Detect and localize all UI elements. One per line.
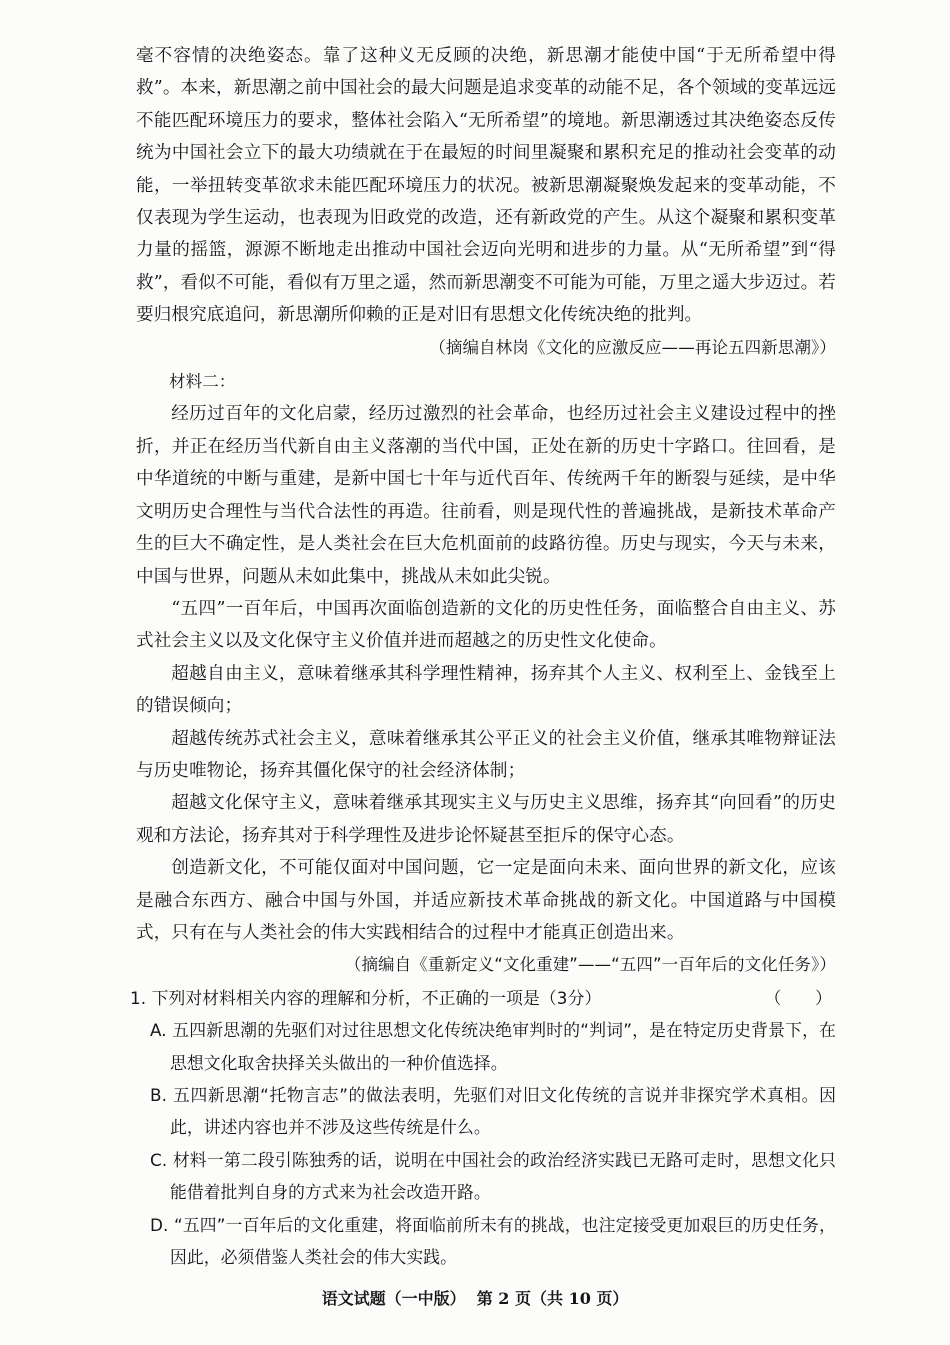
material2-paragraph-4: 超越传统苏式社会主义，意味着继承其公平正义的社会主义价值，继承其唯物辩证法与历史唯物论，扬弃其僵化保守的社会经济体制； xyxy=(136,728,836,781)
question-1-stem xyxy=(130,982,836,1014)
question-1-text: 1. 下列对材料相关内容的理解和分析，不正确的一项是（3分） xyxy=(130,987,602,1008)
option-d: D. “五四”一百年后的文化重建，将面临前所未有的挑战，也注定接受更加艰巨的历史任务，因此，必须借鉴人类社会的伟大实践。 xyxy=(150,1214,836,1268)
material1-source: （摘编自林岗《文化的应激反应——再论五四新思潮》） xyxy=(429,337,836,357)
material2-paragraph-1: 经历过百年的文化启蒙，经历过激烈的社会革命，也经历过社会主义建设过程中的挫折，并正在经历当代新自由主义落潮的当代中国，正处在新的历史十字路口。往回看，是中华道统的中断与重建，是新中国七十年与近代百年、传统两千年的断裂与延续，是中华文明历史合理性与当代合法性的再造。往前看，则是现代性的普遍挑战，是新技术革命产生的巨大不确定性，是人类社会在巨大危机面前的歧路彷徨。历史与现实，今天与未来，中国与世界，问题从未如此集中，挑战从未如此尖锐。 xyxy=(136,404,836,587)
material2-paragraph-2: “五四”一百年后，中国再次面临创造新的文化的历史性任务，面临整合自由主义、苏式社会主义以及文化保守主义价值并进而超越之的历史性文化使命。 xyxy=(136,598,836,652)
footer-page-number: 第 2 页（共 10 页） xyxy=(476,1289,629,1308)
answer-bracket: （ ） xyxy=(764,987,832,1008)
material2-source: （摘编自《重新定义“文化重建”——“五四”一百年后的文化任务》） xyxy=(344,955,836,975)
material2-label: 材料二： xyxy=(169,372,236,392)
material1-paragraph: 毫不容情的决绝姿态。靠了这种义无反顾的决绝，新思潮才能使中国“于无所希望中得救”。本来，新思潮之前中国社会的最大问题是追求变革的动能不足，各个领域的变革远远不能匹配环境压力的要求，整体社会陷入“无所希望”的境地。新思潮透过其决绝姿态反传统为中国社会立下的最大功绩就在于在最短的时间里凝聚和累积充足的推动社会变革的动能，一举扭转变革欲求未能匹配环境压力的状况。被新思潮凝聚焕发起来的变革动能，不仅表现为学生运动，也表现为旧政党的改造，还有新政党的产生。从这个凝聚和累积变革力量的摇篮，源源不断地走出推动中国社会迈向光明和进步的力量。从“无所希望”到“得救”，看似不可能，看似有万里之遥，然而新思潮变不可能为可能，万里之遥大步迈过。若要归根究底追问，新思潮所仰赖的正是对旧有思想文化传统决绝的批判。 xyxy=(136,46,836,326)
page-footer xyxy=(0,1286,950,1309)
material2-paragraph-3: 超越自由主义，意味着继承其科学理性精神，扬弃其个人主义、权利至上、金钱至上的错误倾向； xyxy=(136,663,836,717)
page-content xyxy=(130,40,836,1273)
footer-subject: 语文试题（一中版） xyxy=(321,1289,466,1308)
material2-paragraph-6: 创造新文化，不可能仅面对中国问题，它一定是面向未来、面向世界的新文化，应该是融合东西方、融合中国与外国，并适应新技术革命挑战的新文化。中国道路与中国模式，只有在与人类社会的伟大实践相结合的过程中才能真正创造出来。 xyxy=(136,858,836,943)
option-a: A. 五四新思潮的先驱们对过往思想文化传统决绝审判时的“判词”，是在特定历史背景下，在思想文化取舍抉择关头做出的一种价值选择。 xyxy=(150,1020,836,1073)
option-c: C. 材料一第二段引陈独秀的话，说明在中国社会的政治经济实践已无路可走时，思想文化只能借着批判自身的方式来为社会改造开路。 xyxy=(150,1149,836,1203)
material2-paragraph-5: 超越文化保守主义，意味着继承其现实主义与历史主义思维，扬弃其“向回看”的历史观和方法论，扬弃其对于科学理性及进步论怀疑甚至拒斥的保守心态。 xyxy=(136,793,836,846)
option-b: B. 五四新思潮“托物言志”的做法表明，先驱们对旧文化传统的言说并非探究学术真相。因此，讲述内容也并不涉及这些传统是什么。 xyxy=(150,1085,836,1138)
